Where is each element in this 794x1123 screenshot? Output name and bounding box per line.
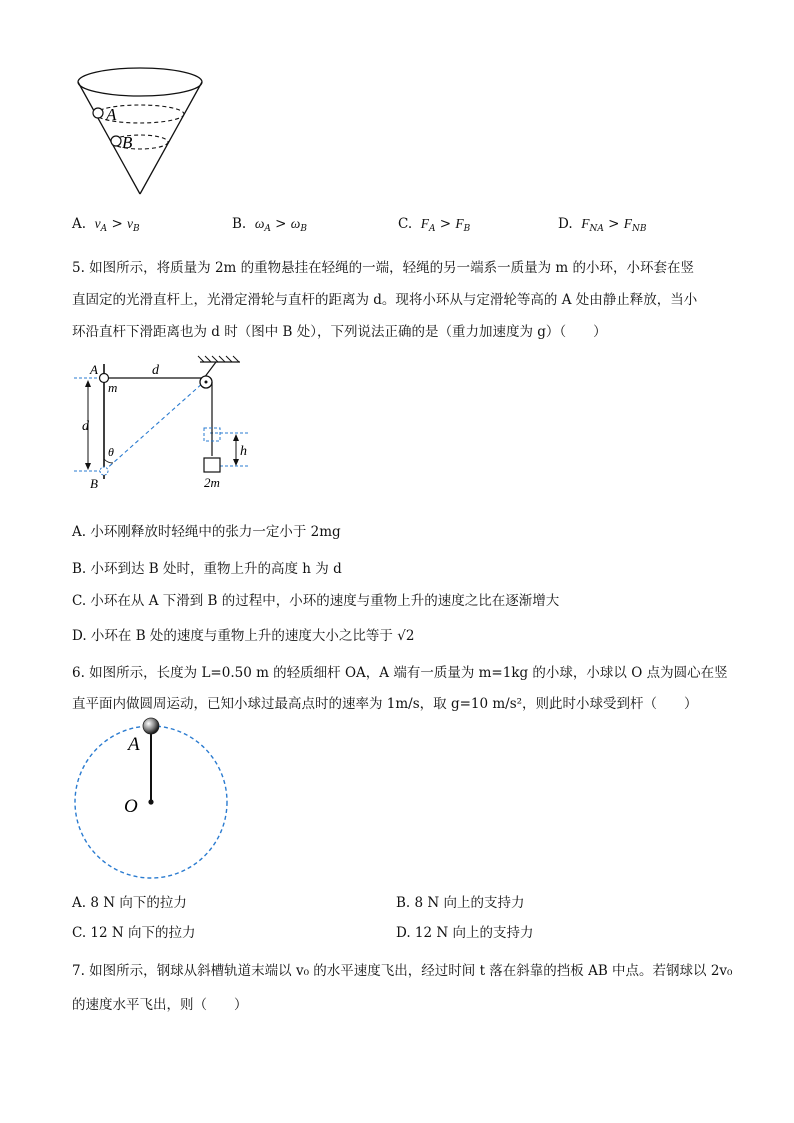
q7-stem-line-1: 7. 如图所示，钢球从斜槽轨道末端以 v₀ 的水平速度飞出，经过时间 t 落在斜靠的挡板 AB 中点。若钢球以 2v₀ xyxy=(72,963,733,979)
label-m: m xyxy=(108,380,118,395)
ring-b xyxy=(100,467,108,475)
point-o xyxy=(148,799,153,804)
q4-option-b: B. $\omega_A > \omega_B$ xyxy=(232,216,307,234)
pulley-rod-figure xyxy=(70,354,260,490)
q6-stem-line-2: 直平面内做圆周运动，已知小球过最高点时的速率为 1m/s，取 g=10 m/s²，则此时小球受到杆（ ） xyxy=(72,696,698,712)
q5-stem-line-3: 环沿直杆下滑距离也为 d 时（图中 B 处），下列说法正确的是（重力加速度为 g）（ ） xyxy=(72,324,607,340)
q7-stem-line-2: 的速度水平飞出，则（ ） xyxy=(72,997,248,1013)
ball-a xyxy=(93,108,103,118)
label-o: O xyxy=(124,796,138,817)
q5-option-a: A. 小环刚释放时轻绳中的张力一定小于 2mg xyxy=(72,524,341,540)
q4-option-d: D. $F_{NA} > F_{NB}$ xyxy=(558,216,647,234)
ball-b xyxy=(111,136,121,146)
ball xyxy=(143,718,159,734)
circular-motion-figure xyxy=(70,712,235,882)
q6-option-b: B. 8 N 向上的支持力 xyxy=(396,895,525,911)
cone-label-a: A xyxy=(106,105,117,124)
q4-option-a: A. $v_A > v_B$ xyxy=(72,216,140,234)
q5-option-b: B. 小环到达 B 处时，重物上升的高度 h 为 d xyxy=(72,561,342,577)
label-a: A xyxy=(128,734,140,755)
label-d-left: d xyxy=(82,419,89,434)
cone-label-b: B xyxy=(122,133,133,152)
cone-figure xyxy=(70,64,210,199)
q4-option-c: C. $F_A > F_B$ xyxy=(398,216,471,234)
q6-option-d: D. 12 N 向上的支持力 xyxy=(396,925,534,941)
label-h: h xyxy=(240,444,247,459)
label-a: A xyxy=(90,362,98,377)
q6-stem-line-1: 6. 如图所示，长度为 L=0.50 m 的轻质细杆 OA，A 端有一质量为 m=1kg 的小球，小球以 O 点为圆心在竖 xyxy=(72,665,728,681)
label-theta: θ xyxy=(108,445,114,459)
label-b: B xyxy=(90,476,98,490)
q5-stem-line-2: 直固定的光滑直杆上，光滑定滑轮与直杆的距离为 d。现将小环从与定滑轮等高的 A 处由静止释放，当小 xyxy=(72,292,698,308)
q5-option-d: D. 小环在 B 处的速度与重物上升的速度大小之比等于 √2 xyxy=(72,628,415,644)
mass-2m xyxy=(204,458,220,472)
q6-option-a: A. 8 N 向下的拉力 xyxy=(72,895,187,911)
label-2m: 2m xyxy=(204,475,220,490)
q5-option-c: C. 小环在从 A 下滑到 B 的过程中，小环的速度与重物上升的速度之比在逐渐增大 xyxy=(72,593,560,609)
label-d-top: d xyxy=(152,363,159,378)
q6-option-c: C. 12 N 向下的拉力 xyxy=(72,925,196,941)
q5-stem-line-1: 5. 如图所示，将质量为 2m 的重物悬挂在轻绳的一端，轻绳的另一端系一质量为 m 的小环，小环套在竖 xyxy=(72,260,695,276)
